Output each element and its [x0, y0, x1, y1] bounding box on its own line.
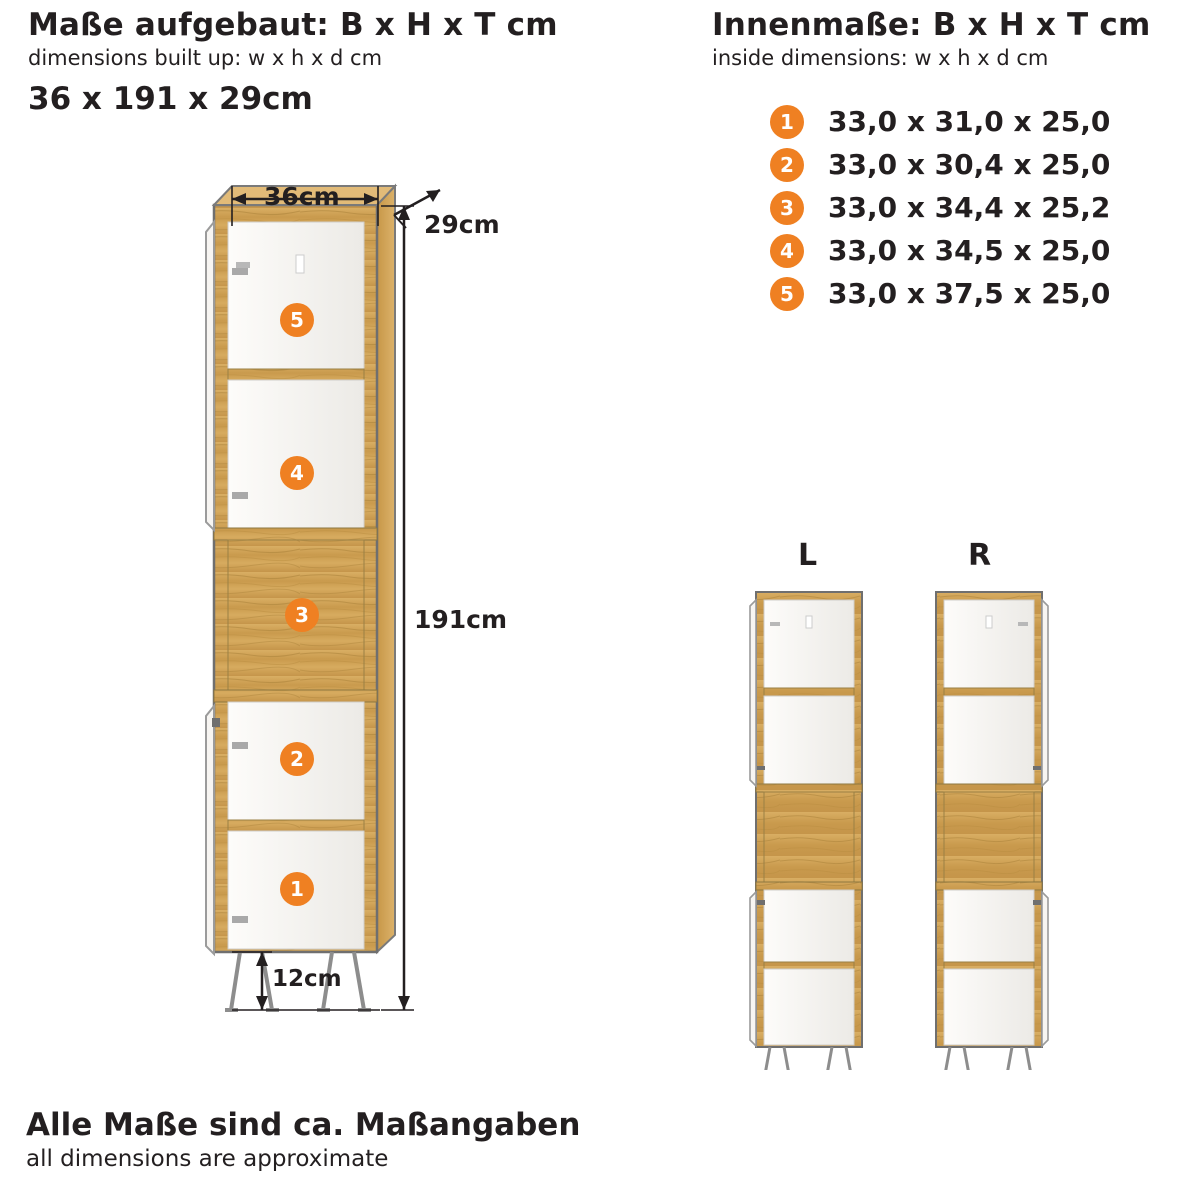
built-up-dimensions: 36 x 191 x 29cm — [28, 80, 313, 117]
list-item — [770, 229, 1110, 272]
footer-main-text: Alle Maße sind ca. Maßangaben — [26, 1106, 581, 1143]
right-header-subtitle: inside dimensions: w x h x d cm — [712, 45, 1049, 70]
right-header-title: Innenmaße: B x H x T cm — [712, 7, 1151, 43]
right-header-block — [712, 8, 1182, 71]
inside-dimension-value-1: 33,0 x 31,0 x 25,0 — [828, 105, 1111, 138]
main-cabinet-svg — [0, 0, 560, 1060]
cabinet-badge-5: 5 — [280, 303, 314, 337]
variant-drawings — [700, 570, 1120, 1070]
cabinet-badge-2: 2 — [280, 742, 314, 776]
badge-number-3: 3 — [770, 191, 804, 225]
variant-cabinet-left — [750, 592, 862, 1070]
footer-block — [26, 1108, 580, 1174]
list-item — [770, 272, 1110, 315]
depth-label: 29cm — [424, 210, 500, 239]
footer-sub-text: all dimensions are approximate — [26, 1146, 389, 1173]
cabinet-badge-3: 3 — [285, 598, 319, 632]
badge-number-4: 4 — [770, 234, 804, 268]
inside-dimension-value-5: 33,0 x 37,5 x 25,0 — [828, 277, 1111, 310]
list-item — [770, 100, 1110, 143]
inside-dimension-value-3: 33,0 x 34,4 x 25,2 — [828, 191, 1111, 224]
list-item — [770, 143, 1110, 186]
cabinet-badge-1: 1 — [280, 872, 314, 906]
inside-dimension-value-2: 33,0 x 30,4 x 25,0 — [828, 148, 1111, 181]
badge-number-5: 5 — [770, 277, 804, 311]
main-cabinet-drawing — [0, 0, 560, 1060]
variant-cabinet-right — [936, 592, 1048, 1070]
left-header-subtitle: dimensions built up: w x h x d cm — [28, 45, 383, 70]
badge-number-1: 1 — [770, 105, 804, 139]
variant-cabinets-svg — [700, 570, 1120, 1070]
variant-label-right: R — [968, 538, 992, 573]
badge-number-2: 2 — [770, 148, 804, 182]
inside-dimension-value-4: 33,0 x 34,5 x 25,0 — [828, 234, 1111, 267]
list-item — [770, 186, 1110, 229]
height-label: 191cm — [414, 605, 508, 634]
cabinet-badge-4: 4 — [280, 456, 314, 490]
left-header-title: Maße aufgebaut: B x H x T cm — [28, 7, 558, 43]
variant-label-left: L — [798, 538, 818, 573]
inside-dimensions-list — [770, 100, 1110, 315]
leg-height-label: 12cm — [272, 966, 342, 992]
width-label: 36cm — [264, 182, 340, 211]
